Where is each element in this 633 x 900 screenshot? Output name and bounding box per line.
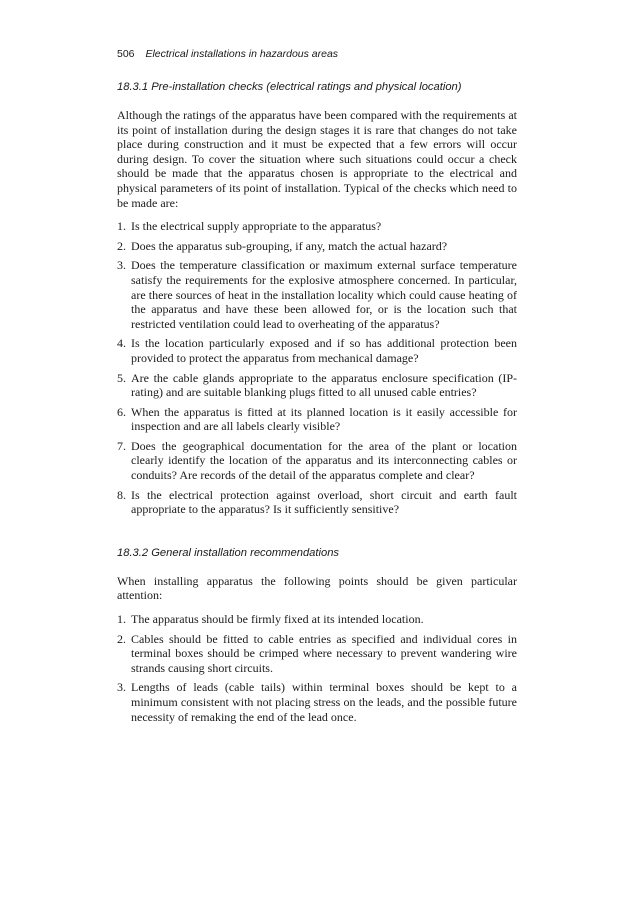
running-header (117, 48, 517, 60)
recommendations-list (117, 612, 517, 724)
list-item-number: 7. (117, 438, 126, 453)
page (117, 48, 517, 729)
list-item-number: 1. (117, 219, 126, 234)
section-heading-18-3-1: 18.3.1 Pre-installation checks (electrical ratings and physical location) (117, 81, 462, 93)
list-item-number: 1. (117, 612, 126, 627)
list-item-number: 2. (117, 238, 126, 253)
list-item-text: Does the apparatus sub-grouping, if any, match the actual hazard? (131, 238, 448, 253)
list-item (117, 258, 517, 331)
list-item-number: 3. (117, 680, 126, 695)
page-number: 506 (117, 48, 135, 60)
book-title: Electrical installations in hazardous areas (145, 48, 339, 60)
list-item-text: The apparatus should be firmly fixed at its intended location. (131, 612, 424, 627)
list-item-text: Is the location particularly exposed and if so has additional protection been provided to protect the apparatus from mechanical damage? (131, 336, 517, 365)
list-item-text: Is the electrical protection against overload, short circuit and earth fault appropriate to the apparatus? Is it sufficiently sensitive? (131, 487, 517, 517)
list-item-text: Does the temperature classification or maximum external surface temperature satisfy the requirements for the explosive atmosphere concerned. In particular, are there sources of heat in the installation locality which could cause heating of the apparatus and have these been allowed for, or is the location such that restricted ventilation could lead to overheating of the apparatus? (131, 258, 517, 331)
list-item-text: When the apparatus is fitted at its planned location is it easily accessible for inspection and are all labels clearly visible? (131, 404, 517, 434)
list-item (117, 405, 517, 434)
list-item (117, 612, 517, 627)
list-item-number: 4. (117, 336, 126, 351)
list-item (117, 680, 517, 724)
list-item-number: 5. (117, 370, 126, 385)
list-item-text: Does the geographical documentation for the area of the plant or location clearly identify the location of the apparatus and its interconnecting cables or conduits? Are records of the detail of the apparatus complete and clear? (131, 438, 517, 483)
section-2-intro-paragraph: When installing apparatus the following points should be given particular attention: (117, 573, 517, 603)
list-item (117, 371, 517, 400)
list-item-text: Are the cable glands appropriate to the apparatus enclosure specification (IP-rating) and are suitable blanking plugs fitted to all unused cable entries? (131, 370, 517, 400)
list-item (117, 632, 517, 676)
list-item-text: Is the electrical supply appropriate to the apparatus? (131, 219, 382, 234)
section-heading-18-3-2: 18.3.2 General installation recommendations (117, 546, 340, 559)
checks-list (117, 219, 517, 517)
list-item (117, 239, 517, 254)
list-item-number: 8. (117, 487, 126, 502)
list-item (117, 488, 517, 517)
list-item (117, 219, 517, 234)
list-item-number: 2. (117, 631, 126, 646)
section-1-intro-paragraph: Although the ratings of the apparatus have been compared with the requirements at its point of installation during the design stages it is rare that changes do not take place during construction and it must be expected that a few errors will occur during design. To cover the situation where such situations could occur a check should be made that the apparatus chosen is appropriate to the electrical and physical parameters of its point of installation. Typical of the checks which need to be made are: (117, 108, 517, 210)
list-item-number: 3. (117, 258, 126, 273)
list-item-text: Cables should be fitted to cable entries as specified and individual cores in terminal boxes should be crimped where necessary to prevent wandering wire strands causing short circuits. (131, 631, 517, 675)
list-item-text: Lengths of leads (cable tails) within terminal boxes should be kept to a minimum consistent with not placing stress on the leads, and the possible future necessity of remaking the end of the lead once. (131, 680, 517, 724)
list-item (117, 336, 517, 365)
list-item-number: 6. (117, 404, 126, 419)
list-item (117, 439, 517, 483)
